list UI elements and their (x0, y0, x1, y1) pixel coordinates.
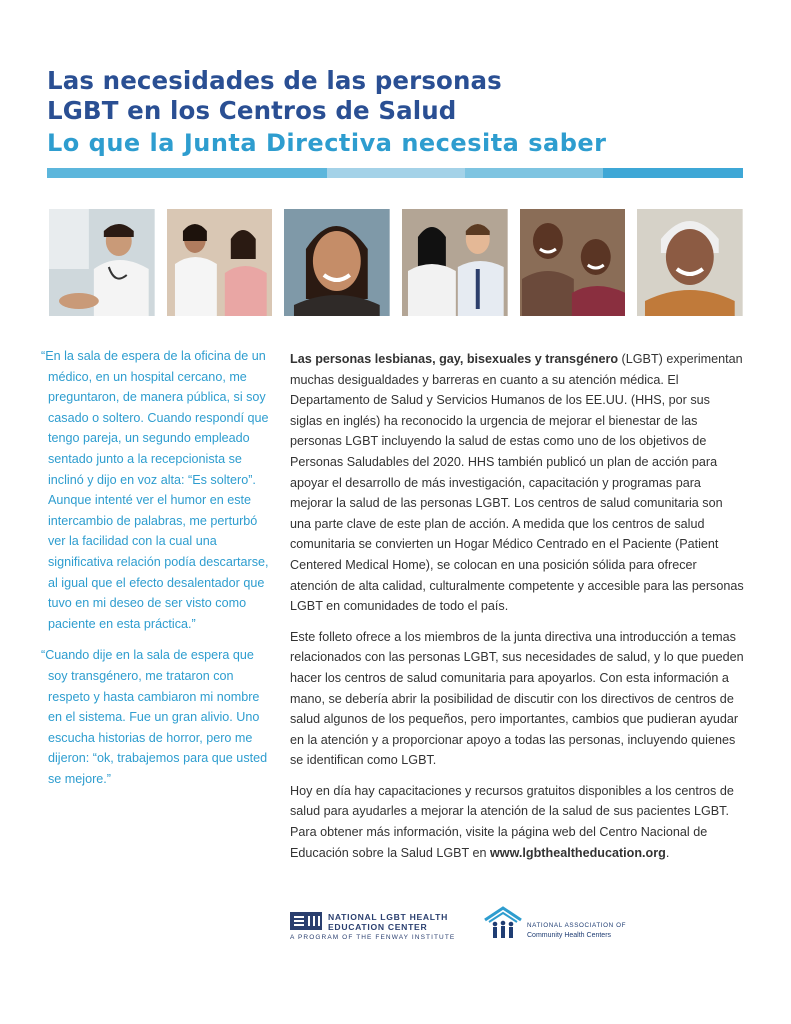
photo-two-men-smiling (520, 209, 626, 316)
title-line-2: LGBT en los Centros de Salud (47, 96, 457, 125)
photo-nurse-with-stethoscope (49, 209, 155, 316)
testimonial-quotes (41, 346, 271, 800)
photo-smiling-woman (284, 209, 390, 316)
document-subtitle: Lo que la Junta Directiva necesita saber (47, 129, 607, 157)
lgbt-center-name (328, 912, 478, 932)
logo-nachc (483, 906, 653, 946)
nachc-name-line-1: NATIONAL ASSOCIATION OF (527, 922, 627, 929)
body-paragraph-text: (LGBT) experimentan muchas desigualdades y barreras en cuanto a su atención médica. El Departamento de Salud y Servicios Humanos de los EE.UU. (HHS, por sus siglas en inglés) ha reconocido la urgencia de mejorar el bienestar de las personas LGBT incluyendo la salud de estas como uno de los objetivos de Personas Saludables del 2020. HHS también publicó un plan de acción para apoyar el desarrollo de más investigación, capacitación y programas para mejorar la salud de las personas LGBT. Los centros de salud comunitaria son una parte clave de este plan de acción. A medida que los centros de salud comunitaria se convierten un Hogar Médico Centrado en el Paciente (Patient Centered Medical Home), se colocan en una posición sólida para ofrecer atención de alta calidad, culturalmente competente y accesible para las personas LGBT en comunidades de todo el país. (290, 352, 744, 614)
color-bar-segment (47, 168, 327, 178)
body-lead-in: Las personas lesbianas, gay, bisexuales y transgénero (290, 352, 619, 366)
lgbt-center-logo-icon (290, 912, 322, 930)
nachc-name-line-2: Community Health Centers (527, 932, 612, 939)
fenway-tagline: A PROGRAM OF THE FENWAY INSTITUTE (290, 934, 456, 941)
color-bar-segment (327, 168, 465, 178)
color-bar-segment (465, 168, 603, 178)
lgbt-center-name-line-2: EDUCATION CENTER (328, 922, 428, 932)
color-bar-segment (603, 168, 743, 178)
body-paragraph-text: Hoy en día hay capacitaciones y recursos gratuitos disponibles a los centros de salud para ayudarles a mejorar la atención de la salud de sus pacientes LGBT. Para obtener más información, visite la página web del Centro Nacional de Educación sobre la Salud LGBT en (290, 783, 734, 860)
document-title (47, 66, 502, 126)
body-paragraph-end: . (665, 845, 670, 860)
testimonial-quote: “En la sala de espera de la oficina de un médico, en un hospital cercano, me preguntaron, de manera pública, si soy casado o soltero. Cuando respondí que tengo pareja, un segundo empleado sentado junto a la recepcionista se inclinó y dijo en voz alta: “Es soltero”. Aunque intenté ver el humor en este intercambio de palabras, me perturbó ver la facilidad con la cual una significativa relación podía descartarse, al igual que el efecto desalentador que tuvo en mi deseo de ser visto como paciente en esta práctica.” (41, 349, 269, 631)
header-color-bar (47, 168, 743, 178)
logo-national-lgbt-health-education-center (290, 910, 480, 946)
lgbt-center-name-line-1: NATIONAL LGBT HEALTH (328, 912, 448, 922)
testimonial-quote: “Cuando dije en la sala de espera que soy transgénero, me trataron con respeto y hasta cambiaron mi nombre en el sistema. Fue un gran alivio. Uno escucha historias de horror, pero me dijeron: “ok, trabajemos para que usted se mejore.” (41, 648, 268, 786)
photo-doctor-with-patient (167, 209, 273, 316)
photo-strip (49, 209, 743, 316)
body-paragraph (290, 349, 745, 617)
photo-elderly-woman-smiling (637, 209, 743, 316)
website-link[interactable]: www.lgbthealtheducation.org (490, 845, 666, 860)
body-paragraph: Este folleto ofrece a los miembros de la junta directiva una introducción a temas relacionados con las personas LGBT, sus necesidades de salud, y lo que pueden hacer los centros de salud comunitaria para apoyarlos. Con esta información a mano, se debería abrir la posibilidad de discutir con los directivos de centros de salud algunos de los pequeños, pero importantes, cambios que pudieran ayudar en la atención y a proporcionar apoyo a todas las personas, incluyendo quienes se identifican como LGBT. (290, 629, 744, 768)
nachc-house-icon (483, 906, 523, 940)
body-text (290, 349, 745, 873)
title-line-1: Las necesidades de las personas (47, 66, 502, 95)
body-paragraph (290, 781, 745, 863)
photo-doctor-with-student (402, 209, 508, 316)
